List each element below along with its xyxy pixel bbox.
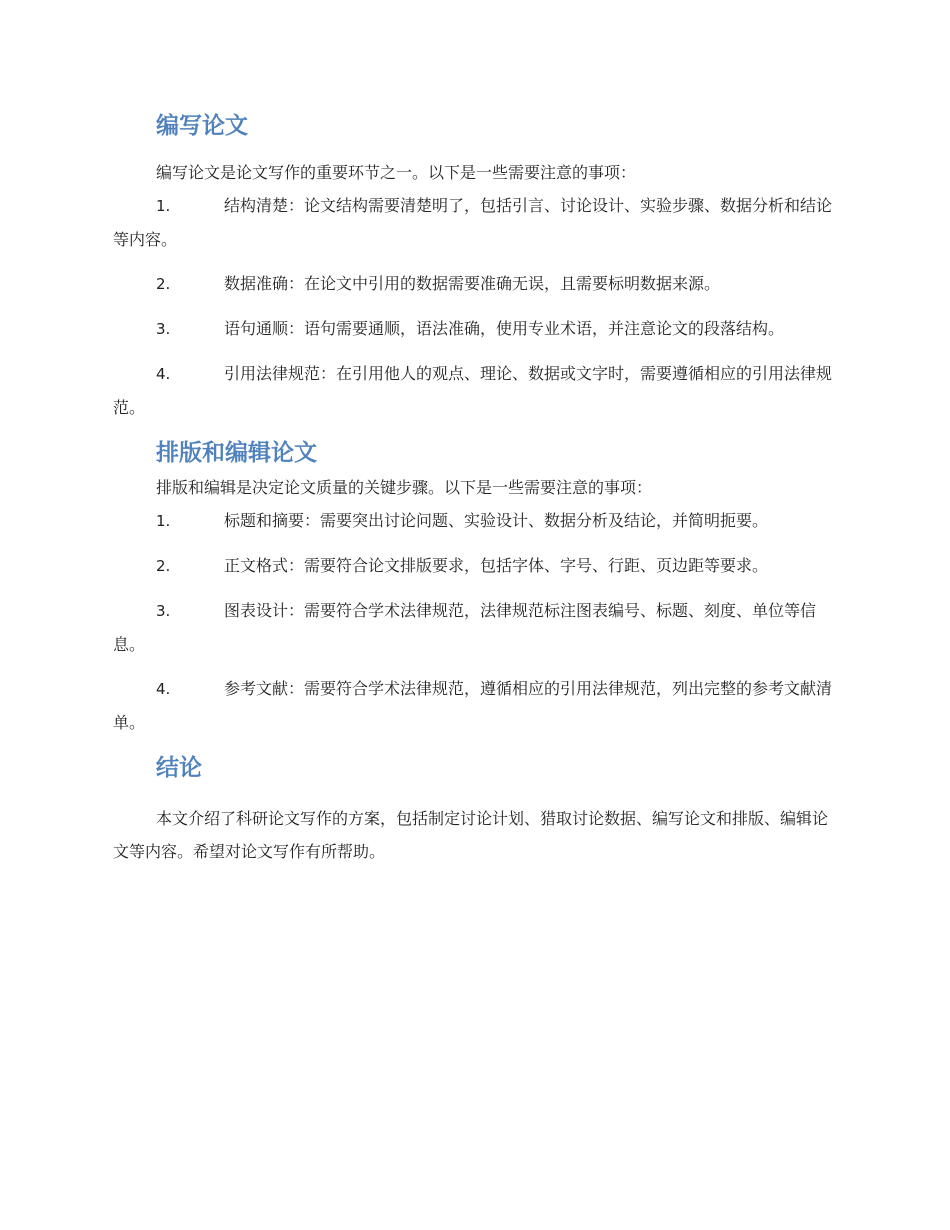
list-item-text: 标题和摘要：需要突出讨论问题、实验设计、数据分析及结论，并简明扼要。 [224, 511, 769, 530]
list-item-number: 1. [156, 512, 171, 530]
list-item [113, 672, 839, 739]
list-item-text: 正文格式：需要符合论文排版要求，包括字体、字号、行距、页边距等要求。 [224, 556, 769, 575]
list-item [113, 312, 839, 346]
section-intro: 排版和编辑是决定论文质量的关键步骤。以下是一些需要注意的事项： [156, 478, 653, 497]
section-heading: 编写论文 [156, 113, 248, 139]
list-item-text: 参考文献：需要符合学术法律规范，遵循相应的引用法律规范，列出完整的参考文献清单。 [113, 679, 833, 732]
list-item-text: 图表设计：需要符合学术法律规范，法律规范标注图表编号、标题、刻度、单位等信息。 [113, 601, 817, 654]
list-item-text: 引用法律规范：在引用他人的观点、理论、数据或文字时，需要遵循相应的引用法律规范。 [113, 364, 833, 417]
list-item-text: 数据准确：在论文中引用的数据需要准确无误，且需要标明数据来源。 [224, 274, 721, 293]
list-item-number: 4. [156, 365, 171, 383]
list-item-text: 结构清楚：论文结构需要清楚明了，包括引言、讨论设计、实验步骤、数据分析和结论等内容。 [113, 196, 833, 249]
document-page [113, 108, 839, 868]
list-item [113, 594, 839, 661]
list-item [113, 549, 839, 583]
list-item [113, 267, 839, 301]
section-formatting [113, 435, 839, 739]
list-item-number: 2. [156, 557, 171, 575]
section-writing [113, 108, 839, 424]
list-item-number: 4. [156, 680, 171, 698]
list-item-text: 语句通顺：语句需要通顺，语法准确，使用专业术语，并注意论文的段落结构。 [224, 319, 785, 338]
list-item [113, 357, 839, 424]
list-item-number: 2. [156, 275, 171, 293]
section-heading: 结论 [156, 755, 202, 781]
section-heading: 排版和编辑论文 [156, 440, 317, 466]
list-item-number: 3. [156, 602, 171, 620]
list-item-number: 1. [156, 197, 171, 215]
list-item-number: 3. [156, 320, 171, 338]
section-conclusion [113, 750, 839, 868]
list-item [113, 189, 839, 256]
section-intro: 编写论文是论文写作的重要环节之一。以下是一些需要注意的事项： [156, 163, 637, 182]
conclusion-paragraph: 本文介绍了科研论文写作的方案，包括制定讨论计划、猎取讨论数据、编写论文和排版、编辑论文等内容。希望对论文写作有所帮助。 [113, 809, 829, 861]
list-item [113, 504, 839, 538]
